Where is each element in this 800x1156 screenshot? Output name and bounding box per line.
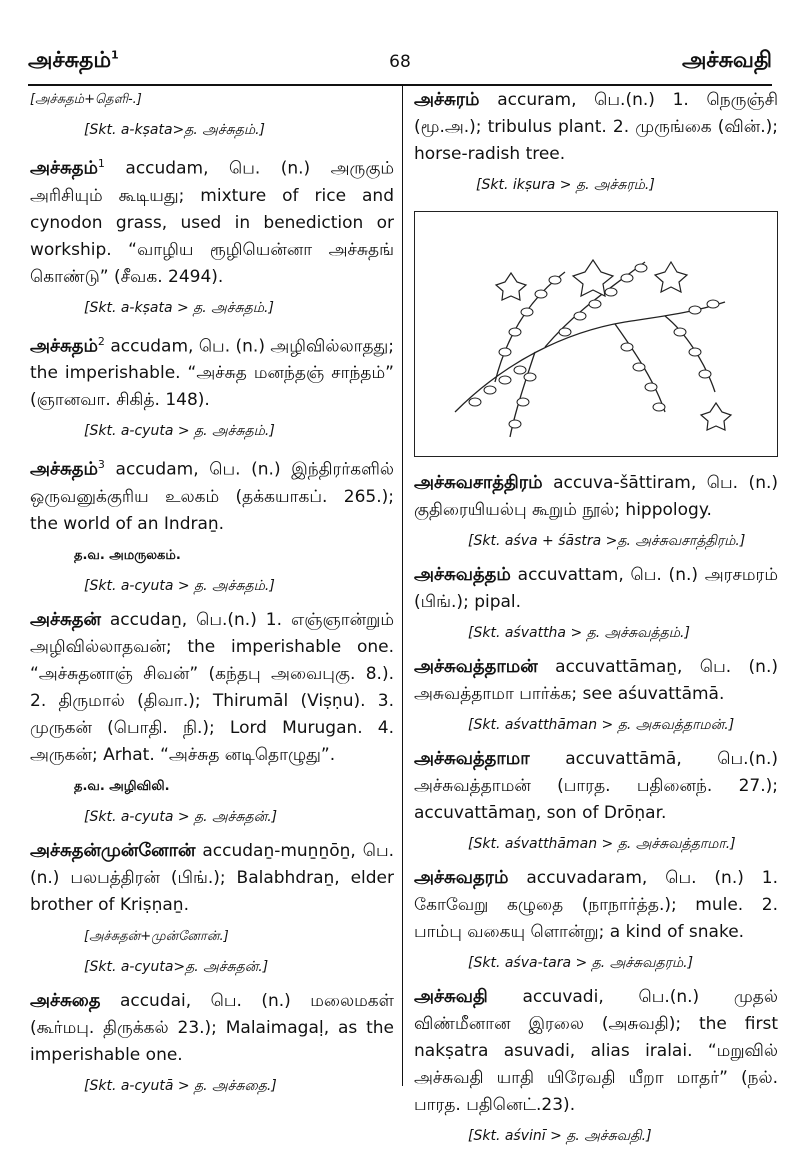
- entry-etymology: [Skt. aśvatthāman > த. அசுவத்தாமன்.]: [468, 717, 735, 733]
- dictionary-entry: [30, 150, 394, 291]
- entry-headword: அச்சுரம்: [414, 89, 480, 110]
- entry-headword: அச்சுவத்தாமன்: [414, 656, 538, 677]
- dictionary-entry: [414, 86, 778, 168]
- etymology-continued: [அச்சுதம்+தெளி-.]: [30, 92, 142, 107]
- entry-sup: 3: [97, 458, 105, 472]
- entry-body: accuvattāmā, பெ.(n.) அச்சுவத்தாமன் (பாரத. பதினைந். 27.); accuvattāmaṉ, son of Drōṇar.: [414, 749, 778, 823]
- page-header: [28, 48, 772, 82]
- entry-etymology: [Skt. a-cyuta > த. அச்சுதம்.]: [84, 423, 275, 440]
- dictionary-entry: [30, 328, 394, 415]
- entry-etymology: [Skt. aśvinī > த. அச்சுவதி.]: [468, 1128, 652, 1144]
- entry-sup: 2: [97, 334, 105, 348]
- tribulus-plant-illustration: [414, 211, 778, 457]
- left-column: [30, 86, 394, 1106]
- entry-etymology: [Skt. a-cyuta > த. அச்சுதன்.]: [84, 808, 278, 825]
- entry-body: accuvadaram, பெ. (n.) 1. கோவேறு கழுதை (நாநார்த்த.); mule. 2. பாம்பு வகையு ளொன்று; a kind of snake.: [414, 868, 779, 942]
- entry-etymology: [Skt. aśvattha > த. அச்சுவத்தம்.]: [468, 625, 690, 641]
- dictionary-entry: [414, 983, 778, 1119]
- entry-headword: அச்சுதன்: [30, 608, 101, 630]
- entry-headword: அச்சுவதி: [414, 986, 488, 1007]
- dictionary-entry: [30, 987, 394, 1069]
- entry-etymology: [Skt. aśva-tara > த. அச்சுவதரம்.]: [468, 955, 694, 971]
- entry-etymology: [Skt. a-cyuta > த. அச்சுதம்.]: [84, 577, 275, 594]
- dictionary-entry: [30, 837, 394, 919]
- entry-body: accuva-šāttiram, பெ. (n.) குதிரையியல்பு கூறும் நூல்; hippology.: [414, 473, 778, 520]
- dictionary-entry: [414, 561, 778, 616]
- entry-body: accuvattam, பெ. (n.) அரசமரம் (பிங்.); pipal.: [414, 565, 779, 612]
- plant-drawing-icon: [415, 212, 755, 453]
- entry-body: accudaṉ-muṉṉōṉ, பெ. (n.) பலபத்திரன் (பிங்.); Balabhdraṉ, elder brother of Kriṣṇaṉ.: [30, 840, 394, 915]
- entry-headword: அச்சுதை: [30, 989, 101, 1011]
- entry-headword: அச்சுதன்முன்னோன்: [30, 839, 196, 861]
- entry-body: accuvadi, பெ.(n.) முதல் விண்மீனான இரலை (அசுவதி); the first nakṣatra asuvadi, alias iralai. “மறுவில் அச்சுவதி யாதி யிரேவதி யீறா மாதர்” (நல். பாரத. பதினெட்.23).: [414, 987, 778, 1115]
- entry-headword: அச்சுதம்: [30, 157, 98, 179]
- entry-tamil-equivalent: த.வ. அழிவிலி.: [74, 778, 170, 794]
- entry-headword: அச்சுதம்: [30, 335, 98, 357]
- entry-body: accudam, பெ. (n.) அருகும் அரிசியும் கூடியது; mixture of rice and cynodon grass, used in benediction or workship. “வாழிய ரூழியென்னா அச்சுதங் கொண்டு” (சீவக. 2494).: [30, 158, 395, 287]
- entry-body: accudam, பெ. (n.) இந்திரர்களில் ஒருவனுக்குரிய உலகம் (தக்கயாகப். 265.); the world of an Indraṉ.: [30, 459, 395, 534]
- dictionary-entry: [414, 745, 778, 827]
- entry-tamil-equivalent: த.வ. அமருலகம்.: [74, 547, 181, 563]
- entry-etymology: [Skt. a-cyuta>த. அச்சுதன்.]: [84, 958, 269, 975]
- dictionary-entry: [414, 864, 778, 946]
- entry-etymology: [Skt. aśvatthāman > த. அச்சுவத்தாமா.]: [468, 836, 736, 852]
- dictionary-entry: [414, 469, 778, 524]
- header-left-text: அச்சுதம்: [28, 48, 112, 73]
- entry-etymology: [Skt. aśva + śāstra >த. அச்சுவசாத்திரம்.]: [468, 533, 746, 549]
- entry-etymology: [Skt. a-cyutā > த. அச்சுதை.]: [84, 1077, 277, 1094]
- dictionary-entry: [414, 653, 778, 708]
- entry-etymology: [Skt. a-kṣata > த. அச்சுதம்.]: [84, 299, 274, 316]
- dictionary-entry: [30, 451, 394, 538]
- entry-body: accudam, பெ. (n.) அழிவில்லாதது; the imperishable. “அச்சுத மனந்தஞ் சாந்தம்” (ஞானவா. சிகித். 148).: [30, 336, 394, 411]
- entry-body: accudaṉ, பெ.(n.) 1. எஞ்ஞான்றும் அழிவில்லாதவன்; the imperishable one. “அச்சுதனாஞ் சிவன்” (கந்தபு அவைபுகு. 8.). 2. திருமால் (திவா.); Thirumāl (Viṣṇu). 3. முருகன் (பொதி. நி.); Lord Murugan. 4. அருகன்; Arhat. “அச்சுத னடிதொழுது”.: [30, 609, 395, 765]
- entry-headword: அச்சுவசாத்திரம்: [414, 472, 543, 493]
- etymology-sanskrit: [Skt. a-kṣata>த. அச்சுதம்.]: [84, 122, 266, 138]
- entry-headword: அச்சுவதரம்: [414, 867, 509, 888]
- entry-compound: [அச்சுதன்+முன்னோன்.]: [84, 928, 229, 944]
- entry-etymology: [Skt. ikṣura > த. அச்சுரம்.]: [476, 177, 655, 193]
- entry-body: accudai, பெ. (n.) மலைமகள் (கூர்மபு. திருக்கல் 23.); Malaimagaḷ, as the imperishable one.: [30, 990, 394, 1065]
- entry-body: accuram, பெ.(n.) 1. நெருஞ்சி (மூ.அ.); tribulus plant. 2. முருங்கை (வின்.); horse-radish tree.: [414, 90, 779, 164]
- entry-headword: அச்சுவத்தம்: [414, 564, 511, 585]
- header-left-sup: 1: [111, 48, 119, 62]
- entry-headword: அச்சுதம்: [30, 458, 98, 480]
- entry-sup: 1: [97, 157, 105, 170]
- page-number: 68: [389, 52, 411, 72]
- right-column: [414, 86, 778, 1156]
- entry-headword: அச்சுவத்தாமா: [414, 748, 530, 769]
- header-right-headword: அச்சுவதி: [681, 48, 772, 73]
- column-divider: [402, 86, 403, 1086]
- entry-body: accuvattāmaṉ, பெ. (n.) அசுவத்தாமா பார்க்க; see aśuvattāmā.: [414, 657, 778, 704]
- dictionary-entry: [30, 606, 394, 769]
